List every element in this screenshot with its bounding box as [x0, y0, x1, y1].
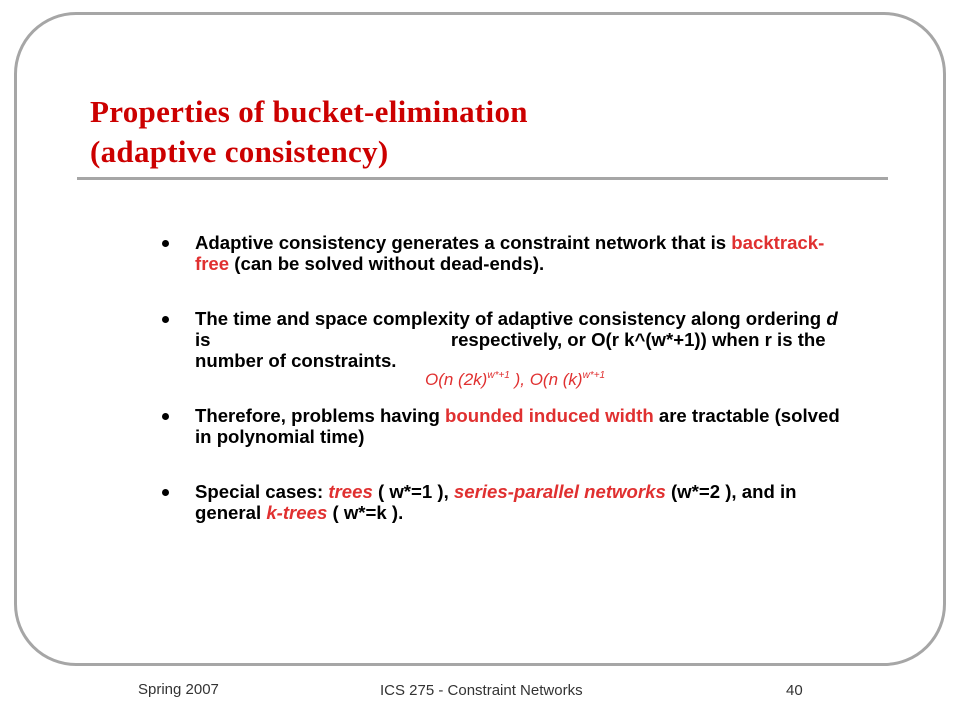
- slide-title: [90, 92, 890, 172]
- highlight-k-trees: k-trees: [266, 502, 328, 523]
- highlight-backtrack-free: backtrack-free: [195, 232, 825, 274]
- highlight-series-parallel: series-parallel networks: [453, 481, 666, 502]
- title-line-2: (adaptive consistency): [90, 134, 389, 169]
- bullet-dot: [162, 413, 169, 420]
- bullet-special-cases: [162, 481, 842, 523]
- bullet-text: are tractable (solved in polynomial time): [195, 405, 840, 447]
- formula-part: O(n (2k): [425, 370, 488, 389]
- bullet-text: is: [195, 329, 216, 350]
- highlight-bounded-induced-width: bounded induced width: [445, 405, 654, 426]
- bullet-backtrack-free: [162, 232, 842, 274]
- bullet-dot: [162, 489, 169, 496]
- bullet-complexity: [162, 308, 842, 371]
- bullet-text: Special cases:: [195, 481, 329, 502]
- bullet-dot: [162, 240, 169, 247]
- bullet-dot: [162, 316, 169, 323]
- formula-exponent: w*+1: [487, 370, 510, 381]
- bullet-text: (w*=2 ), and in general: [195, 481, 797, 523]
- bullet-text: ( w*=1 ),: [372, 481, 454, 502]
- bullet-text: Therefore, problems having: [195, 405, 446, 426]
- complexity-formula: [425, 366, 605, 390]
- footer-page-number: 40: [786, 682, 803, 699]
- bullet-text: Adaptive consistency generates a constraint network that is: [195, 232, 732, 253]
- footer-date: Spring 2007: [138, 681, 219, 698]
- bullet-text: (can be solved without dead-ends).: [229, 253, 545, 274]
- formula-exponent: w*+1: [582, 370, 606, 381]
- bullet-text: respectively, or O(r k^(w*+1)) when r is the number of constraints.: [195, 329, 826, 371]
- title-divider: [77, 177, 888, 180]
- formula-part: ), O(n (k): [509, 370, 583, 389]
- highlight-trees: trees: [328, 481, 373, 502]
- title-line-1: Properties of bucket-elimination: [90, 94, 528, 129]
- footer-course: ICS 275 - Constraint Networks: [380, 682, 583, 699]
- bullet-text: ( w*=k ).: [327, 502, 404, 523]
- bullet-bounded-width: [162, 405, 842, 447]
- bullet-text: The time and space complexity of adaptive consistency along ordering: [195, 308, 827, 329]
- ordering-variable: d: [826, 308, 838, 329]
